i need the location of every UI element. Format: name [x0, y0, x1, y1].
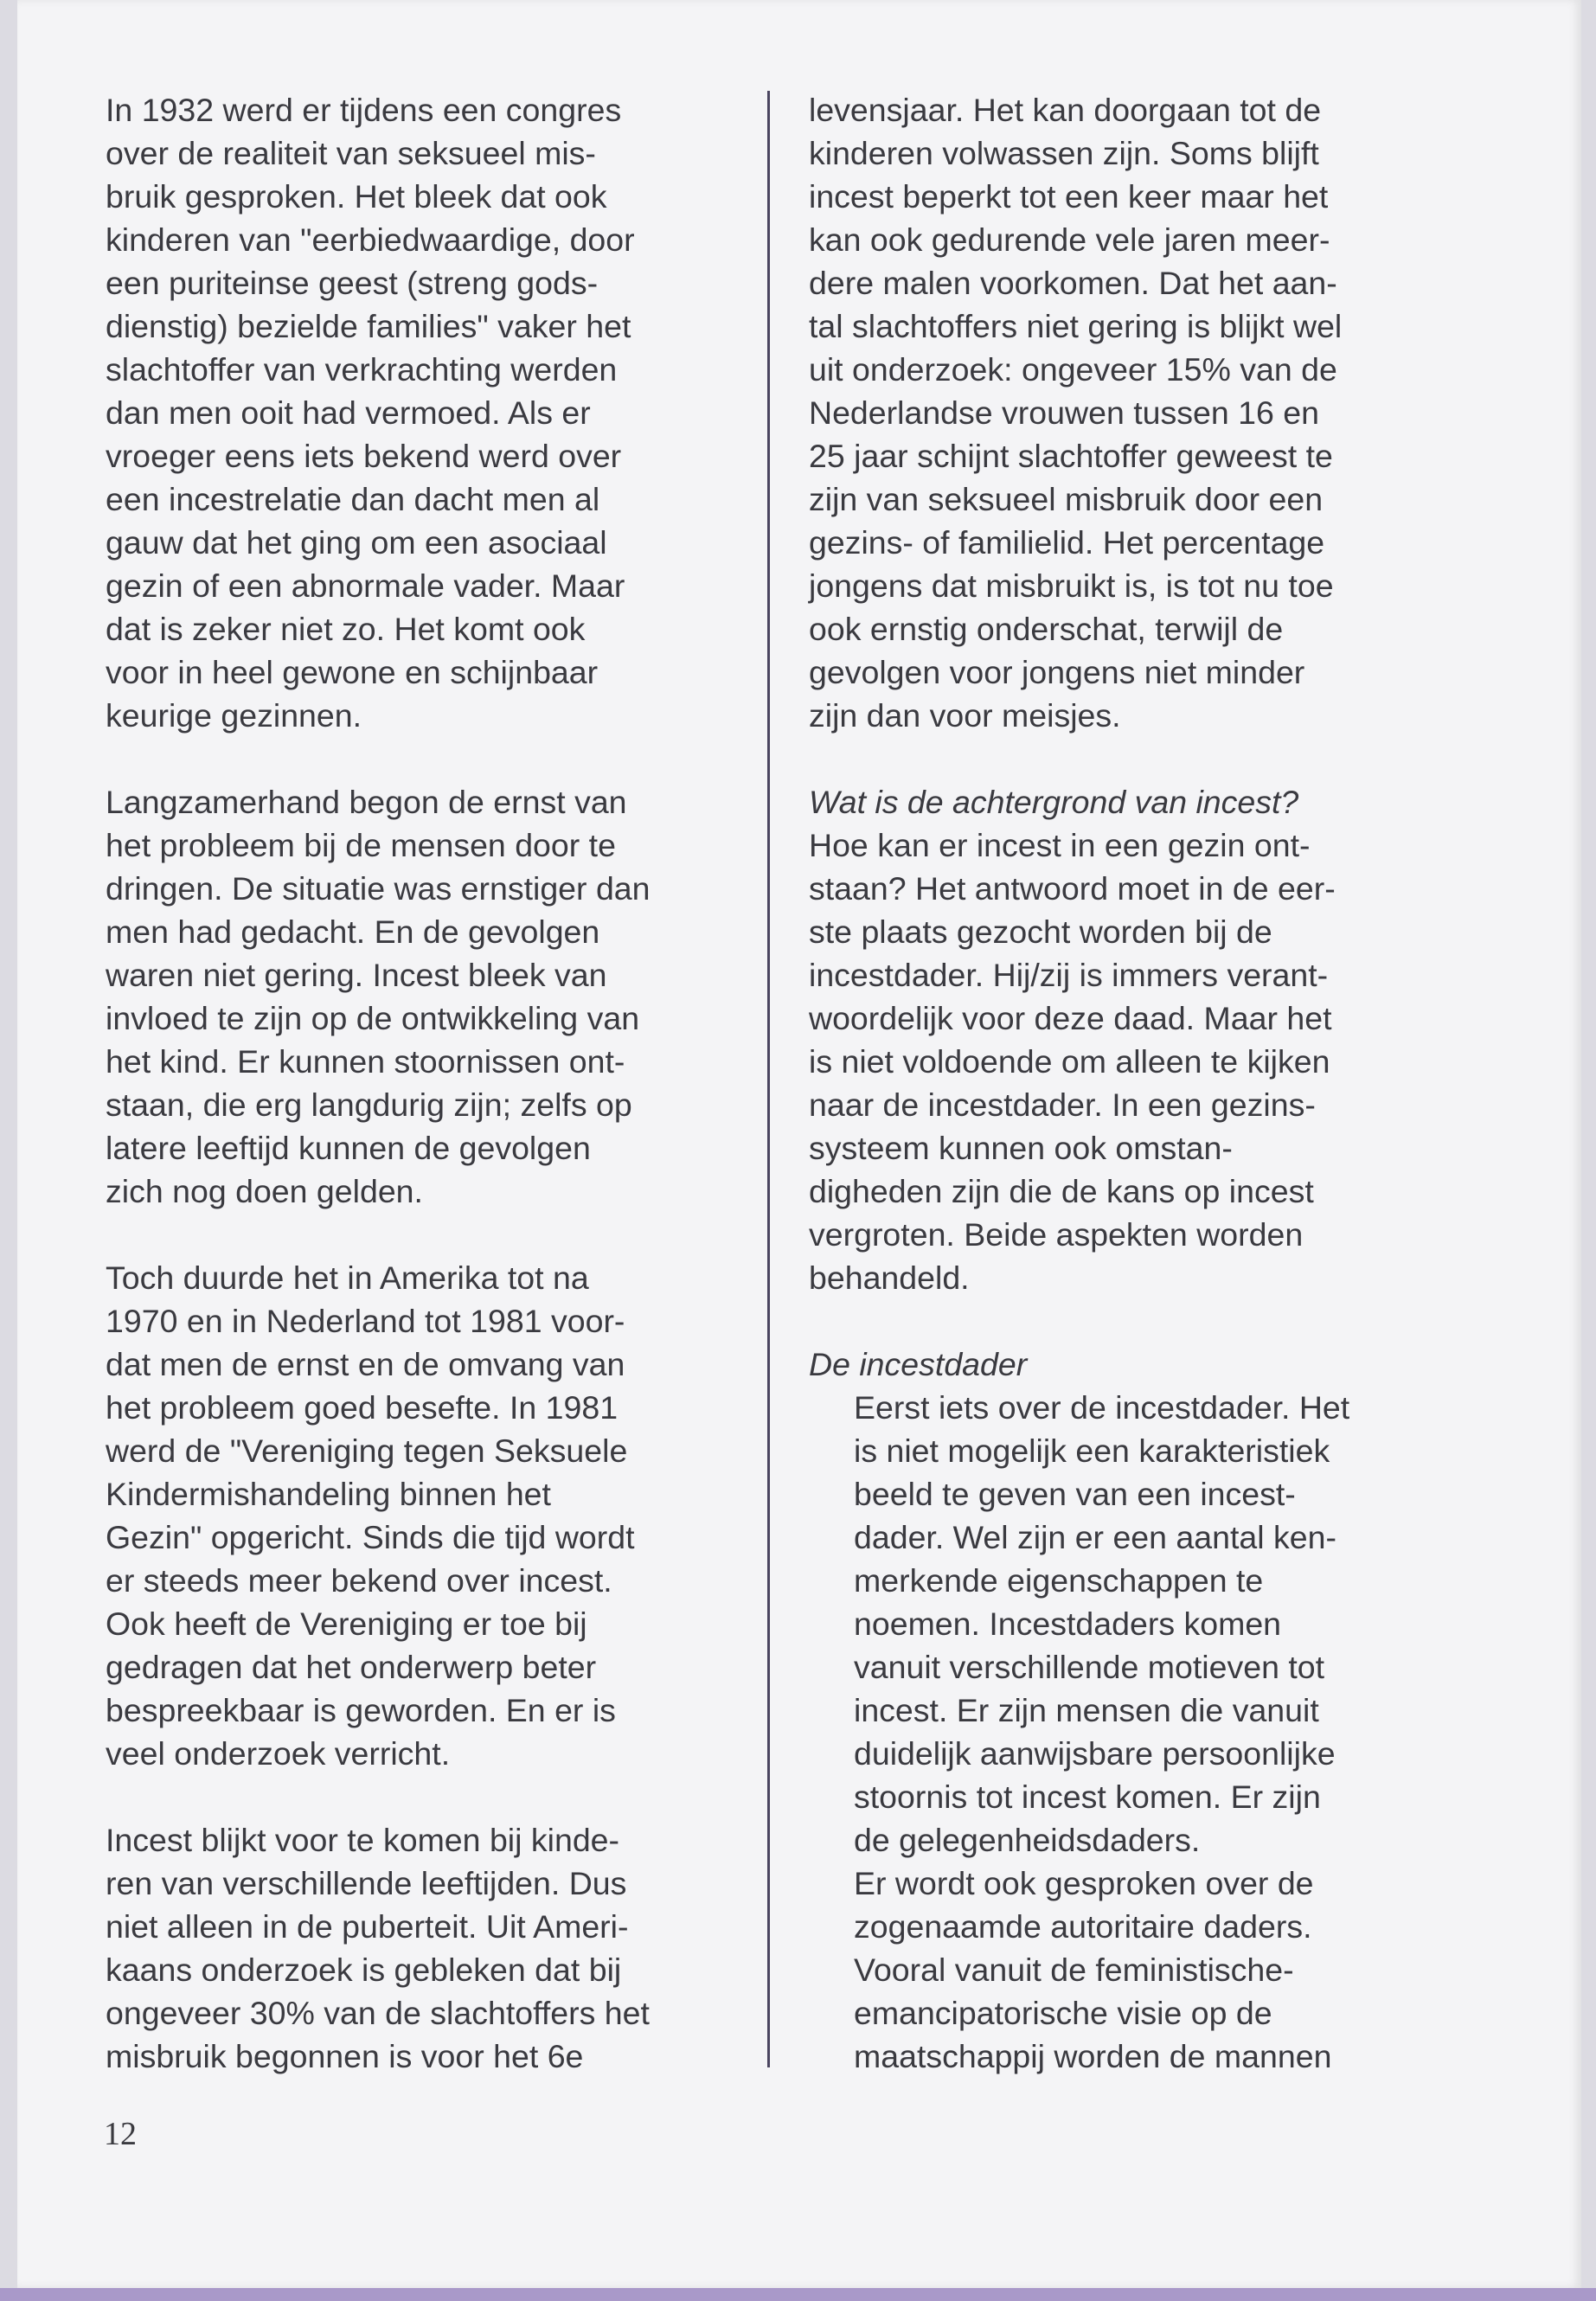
text-line: zijn van seksueel misbruik door een: [809, 481, 1324, 517]
text-line: gezins- of familielid. Het percentage: [809, 524, 1325, 561]
text-line: niet alleen in de puberteit. Uit Ameri-: [106, 1908, 629, 1945]
section-heading-incestdader: De incestdader: [809, 1346, 1028, 1382]
text-line: de gelegenheidsdaders.: [854, 1822, 1201, 1858]
text-line: staan? Het antwoord moet in de eer-: [809, 870, 1336, 907]
text-line: latere leeftijd kunnen de gevolgen: [106, 1130, 591, 1166]
paragraph-eerst-iets: [809, 1386, 1432, 2078]
paragraph-langzamerhand: [106, 780, 711, 1213]
text-line: Gezin" opgericht. Sinds die tijd wordt: [106, 1519, 635, 1555]
column-divider: [767, 91, 770, 2067]
text-line: ren van verschillende leeftijden. Dus: [106, 1865, 627, 1901]
text-line: er steeds meer bekend over incest.: [106, 1562, 612, 1599]
text-line: over de realiteit van seksueel mis-: [106, 135, 596, 171]
text-line: Langzamerhand begon de ernst van: [106, 784, 627, 820]
text-line: In 1932 werd er tijdens een congres: [106, 92, 622, 128]
text-line: dader. Wel zijn er een aantal ken-: [854, 1519, 1336, 1555]
text-line: dat men de ernst en de omvang van: [106, 1346, 625, 1382]
text-line: Nederlandse vrouwen tussen 16 en: [809, 394, 1319, 431]
text-line: behandeld.: [809, 1259, 970, 1296]
text-line: zogenaamde autoritaire daders.: [854, 1908, 1312, 1945]
text-line: voor in heel gewone en schijnbaar: [106, 654, 599, 690]
text-line: gevolgen voor jongens niet minder: [809, 654, 1305, 690]
text-line: is niet voldoende om alleen te kijken: [809, 1043, 1330, 1080]
text-line: dan men ooit had vermoed. Als er: [106, 394, 591, 431]
text-line: slachtoffer van verkrachting werden: [106, 351, 618, 388]
text-line: het kind. Er kunnen stoornissen ont-: [106, 1043, 625, 1080]
text-line: vergroten. Beide aspekten worden: [809, 1216, 1304, 1253]
text-line: is niet mogelijk een karakteristiek: [854, 1433, 1330, 1469]
text-line: Eerst iets over de incestdader. Het: [854, 1389, 1350, 1426]
text-line: kinderen volwassen zijn. Soms blijft: [809, 135, 1319, 171]
page-bottom-edge: [0, 2288, 1596, 2301]
text-line: bruik gesproken. Het bleek dat ook: [106, 178, 607, 215]
text-line: bespreekbaar is geworden. En er is: [106, 1692, 616, 1728]
text-line: dienstig) bezielde families" vaker het: [106, 308, 631, 344]
paragraph-levensjaar: [809, 88, 1432, 737]
text-line: gedragen dat het onderwerp beter: [106, 1649, 597, 1685]
text-line: Er wordt ook gesproken over de: [854, 1865, 1314, 1901]
text-line: invloed te zijn op de ontwikkeling van: [106, 1000, 640, 1036]
text-line: emancipatorische visie op de: [854, 1995, 1272, 2031]
text-line: het probleem bij de mensen door te: [106, 827, 616, 863]
text-line: waren niet gering. Incest bleek van: [106, 957, 607, 993]
text-line: zijn dan voor meisjes.: [809, 697, 1121, 734]
text-line: vroeger eens iets bekend werd over: [106, 438, 622, 474]
right-column: [809, 88, 1432, 2078]
text-line: uit onderzoek: ongeveer 15% van de: [809, 351, 1337, 388]
text-line: gauw dat het ging om een asociaal: [106, 524, 607, 561]
text-line: beeld te geven van een incest-: [854, 1476, 1296, 1512]
text-line: levensjaar. Het kan doorgaan tot de: [809, 92, 1322, 128]
text-line: kan ook gedurende vele jaren meer-: [809, 221, 1330, 258]
paragraph-toch-duurde: [106, 1256, 711, 1775]
text-line: veel onderzoek verricht.: [106, 1735, 451, 1772]
text-line: staan, die erg langdurig zijn; zelfs op: [106, 1086, 632, 1123]
text-line: digheden zijn die de kans op incest: [809, 1173, 1314, 1209]
text-line: dere malen voorkomen. Dat het aan-: [809, 265, 1337, 301]
text-line: systeem kunnen ook omstan-: [809, 1130, 1233, 1166]
text-line: naar de incestdader. In een gezins-: [809, 1086, 1316, 1123]
text-line: jongens dat misbruikt is, is tot nu toe: [809, 567, 1334, 604]
text-line: ook ernstig onderschat, terwijl de: [809, 611, 1284, 647]
text-line: keurige gezinnen.: [106, 697, 362, 734]
text-line: ste plaats gezocht worden bij de: [809, 913, 1272, 950]
text-line: merkende eigenschappen te: [854, 1562, 1264, 1599]
text-line: misbruik begonnen is voor het 6e: [106, 2038, 584, 2074]
text-line: kinderen van "eerbiedwaardige, door: [106, 221, 635, 258]
text-line: Toch duurde het in Amerika tot na: [106, 1259, 589, 1296]
page-number: 12: [104, 2116, 137, 2152]
text-line: noemen. Incestdaders komen: [854, 1606, 1282, 1642]
text-line: duidelijk aanwijsbare persoonlijke: [854, 1735, 1336, 1772]
text-line: kaans onderzoek is gebleken dat bij: [106, 1952, 622, 1988]
text-line: woordelijk voor deze daad. Maar het: [809, 1000, 1332, 1036]
paragraph-hoe-kan: [809, 824, 1432, 1299]
text-line: incestdader. Hij/zij is immers verant-: [809, 957, 1329, 993]
left-column: [106, 88, 711, 2078]
text-line: incest beperkt tot een keer maar het: [809, 178, 1329, 215]
text-line: Incest blijkt voor te komen bij kinde-: [106, 1822, 620, 1858]
paragraph-incest-blijkt: [106, 1818, 711, 2078]
text-line: werd de "Vereniging tegen Seksuele: [106, 1433, 628, 1469]
text-line: het probleem goed besefte. In 1981: [106, 1389, 619, 1426]
text-line: Ook heeft de Vereniging er toe bij: [106, 1606, 587, 1642]
text-line: Hoe kan er incest in een gezin ont-: [809, 827, 1311, 863]
text-line: zich nog doen gelden.: [106, 1173, 423, 1209]
text-line: tal slachtoffers niet gering is blijkt wel: [809, 308, 1343, 344]
text-line: ongeveer 30% van de slachtoffers het: [106, 1995, 650, 2031]
text-line: dringen. De situatie was ernstiger dan: [106, 870, 651, 907]
text-line: gezin of een abnormale vader. Maar: [106, 567, 625, 604]
text-line: Kindermishandeling binnen het: [106, 1476, 551, 1512]
text-line: dat is zeker niet zo. Het komt ook: [106, 611, 586, 647]
text-line: een incestrelatie dan dacht men al: [106, 481, 600, 517]
text-line: 1970 en in Nederland tot 1981 voor-: [106, 1303, 625, 1339]
text-line: een puriteinse geest (streng gods-: [106, 265, 599, 301]
text-line: 25 jaar schijnt slachtoffer geweest te: [809, 438, 1333, 474]
text-line: men had gedacht. En de gevolgen: [106, 913, 600, 950]
text-line: Vooral vanuit de feministische-: [854, 1952, 1294, 1988]
paragraph-congres: [106, 88, 711, 737]
text-line: stoornis tot incest komen. Er zijn: [854, 1779, 1321, 1815]
text-line: incest. Er zijn mensen die vanuit: [854, 1692, 1319, 1728]
section-heading-achtergrond: Wat is de achtergrond van incest?: [809, 784, 1299, 820]
text-line: maatschappij worden de mannen: [854, 2038, 1332, 2074]
text-line: vanuit verschillende motieven tot: [854, 1649, 1325, 1685]
